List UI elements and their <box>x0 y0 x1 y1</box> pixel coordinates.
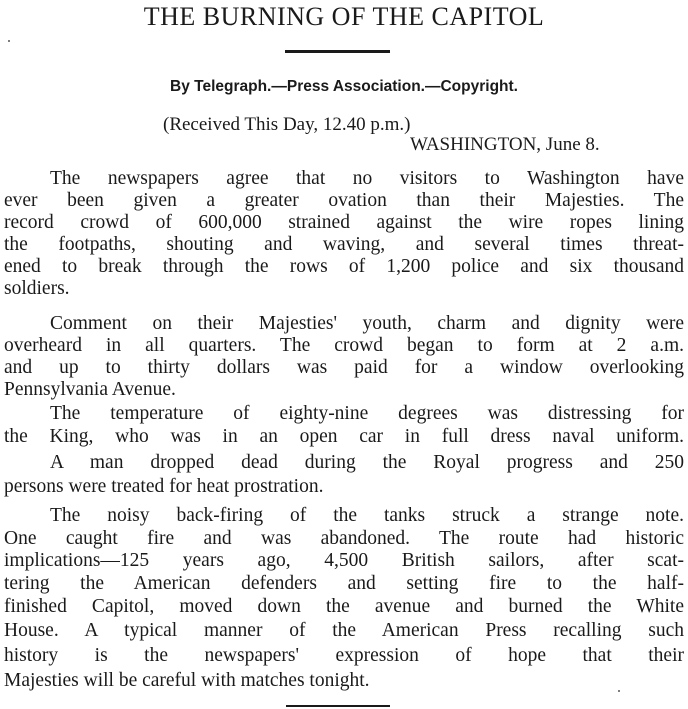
headline-rule <box>285 50 390 53</box>
body-line: The temperature of eighty-nine degrees was distressing for <box>50 403 684 424</box>
body-line: Comment on their Majesties' youth, charm and dignity were <box>50 313 684 334</box>
dateline: WASHINGTON, June 8. <box>410 134 600 155</box>
body-line: ened to break through the rows of 1,200 police and six thousand <box>4 256 684 277</box>
body-line: Pennsylvania Avenue. <box>4 379 176 400</box>
body-line: overheard in all quarters. The crowd began to form at 2 a.m. <box>4 335 684 356</box>
byline: By Telegraph.—Press Association.—Copyright. <box>170 78 518 95</box>
body-line: Majesties will be careful with matches tonight. <box>4 670 370 691</box>
body-line: The noisy back-firing of the tanks struck a strange note. <box>50 505 684 526</box>
print-speck <box>618 690 620 692</box>
body-line: and up to thirty dollars was paid for a window overlooking <box>4 357 684 378</box>
body-line: persons were treated for heat prostration. <box>4 476 324 497</box>
body-line: the footpaths, shouting and waving, and several times threat- <box>4 234 684 255</box>
body-line: tering the American defenders and setting fire to the half- <box>4 573 684 594</box>
body-line: House. A typical manner of the American Press recalling such <box>4 620 684 641</box>
body-line: history is the newspapers' expression of hope that their <box>4 645 684 666</box>
body-line: One caught fire and was abandoned. The route had historic <box>4 528 684 549</box>
body-line: record crowd of 600,000 strained against the wire ropes lining <box>4 212 684 233</box>
body-line: implications—125 years ago, 4,500 British sailors, after scat- <box>4 550 684 571</box>
closing-rule <box>286 705 390 707</box>
headline: THE BURNING OF THE CAPITOL <box>143 2 545 31</box>
body-line: The newspapers agree that no visitors to Washington have <box>50 168 684 189</box>
body-line: finished Capitol, moved down the avenue and burned the White <box>4 596 684 617</box>
received-note: (Received This Day, 12.40 p.m.) <box>163 114 411 135</box>
print-speck <box>8 40 10 42</box>
body-line: A man dropped dead during the Royal progress and 250 <box>50 452 684 473</box>
body-line: the King, who was in an open car in full dress naval uniform. <box>4 426 684 447</box>
body-line: ever been given a greater ovation than their Majesties. The <box>4 190 684 211</box>
body-line: soldiers. <box>4 278 70 299</box>
